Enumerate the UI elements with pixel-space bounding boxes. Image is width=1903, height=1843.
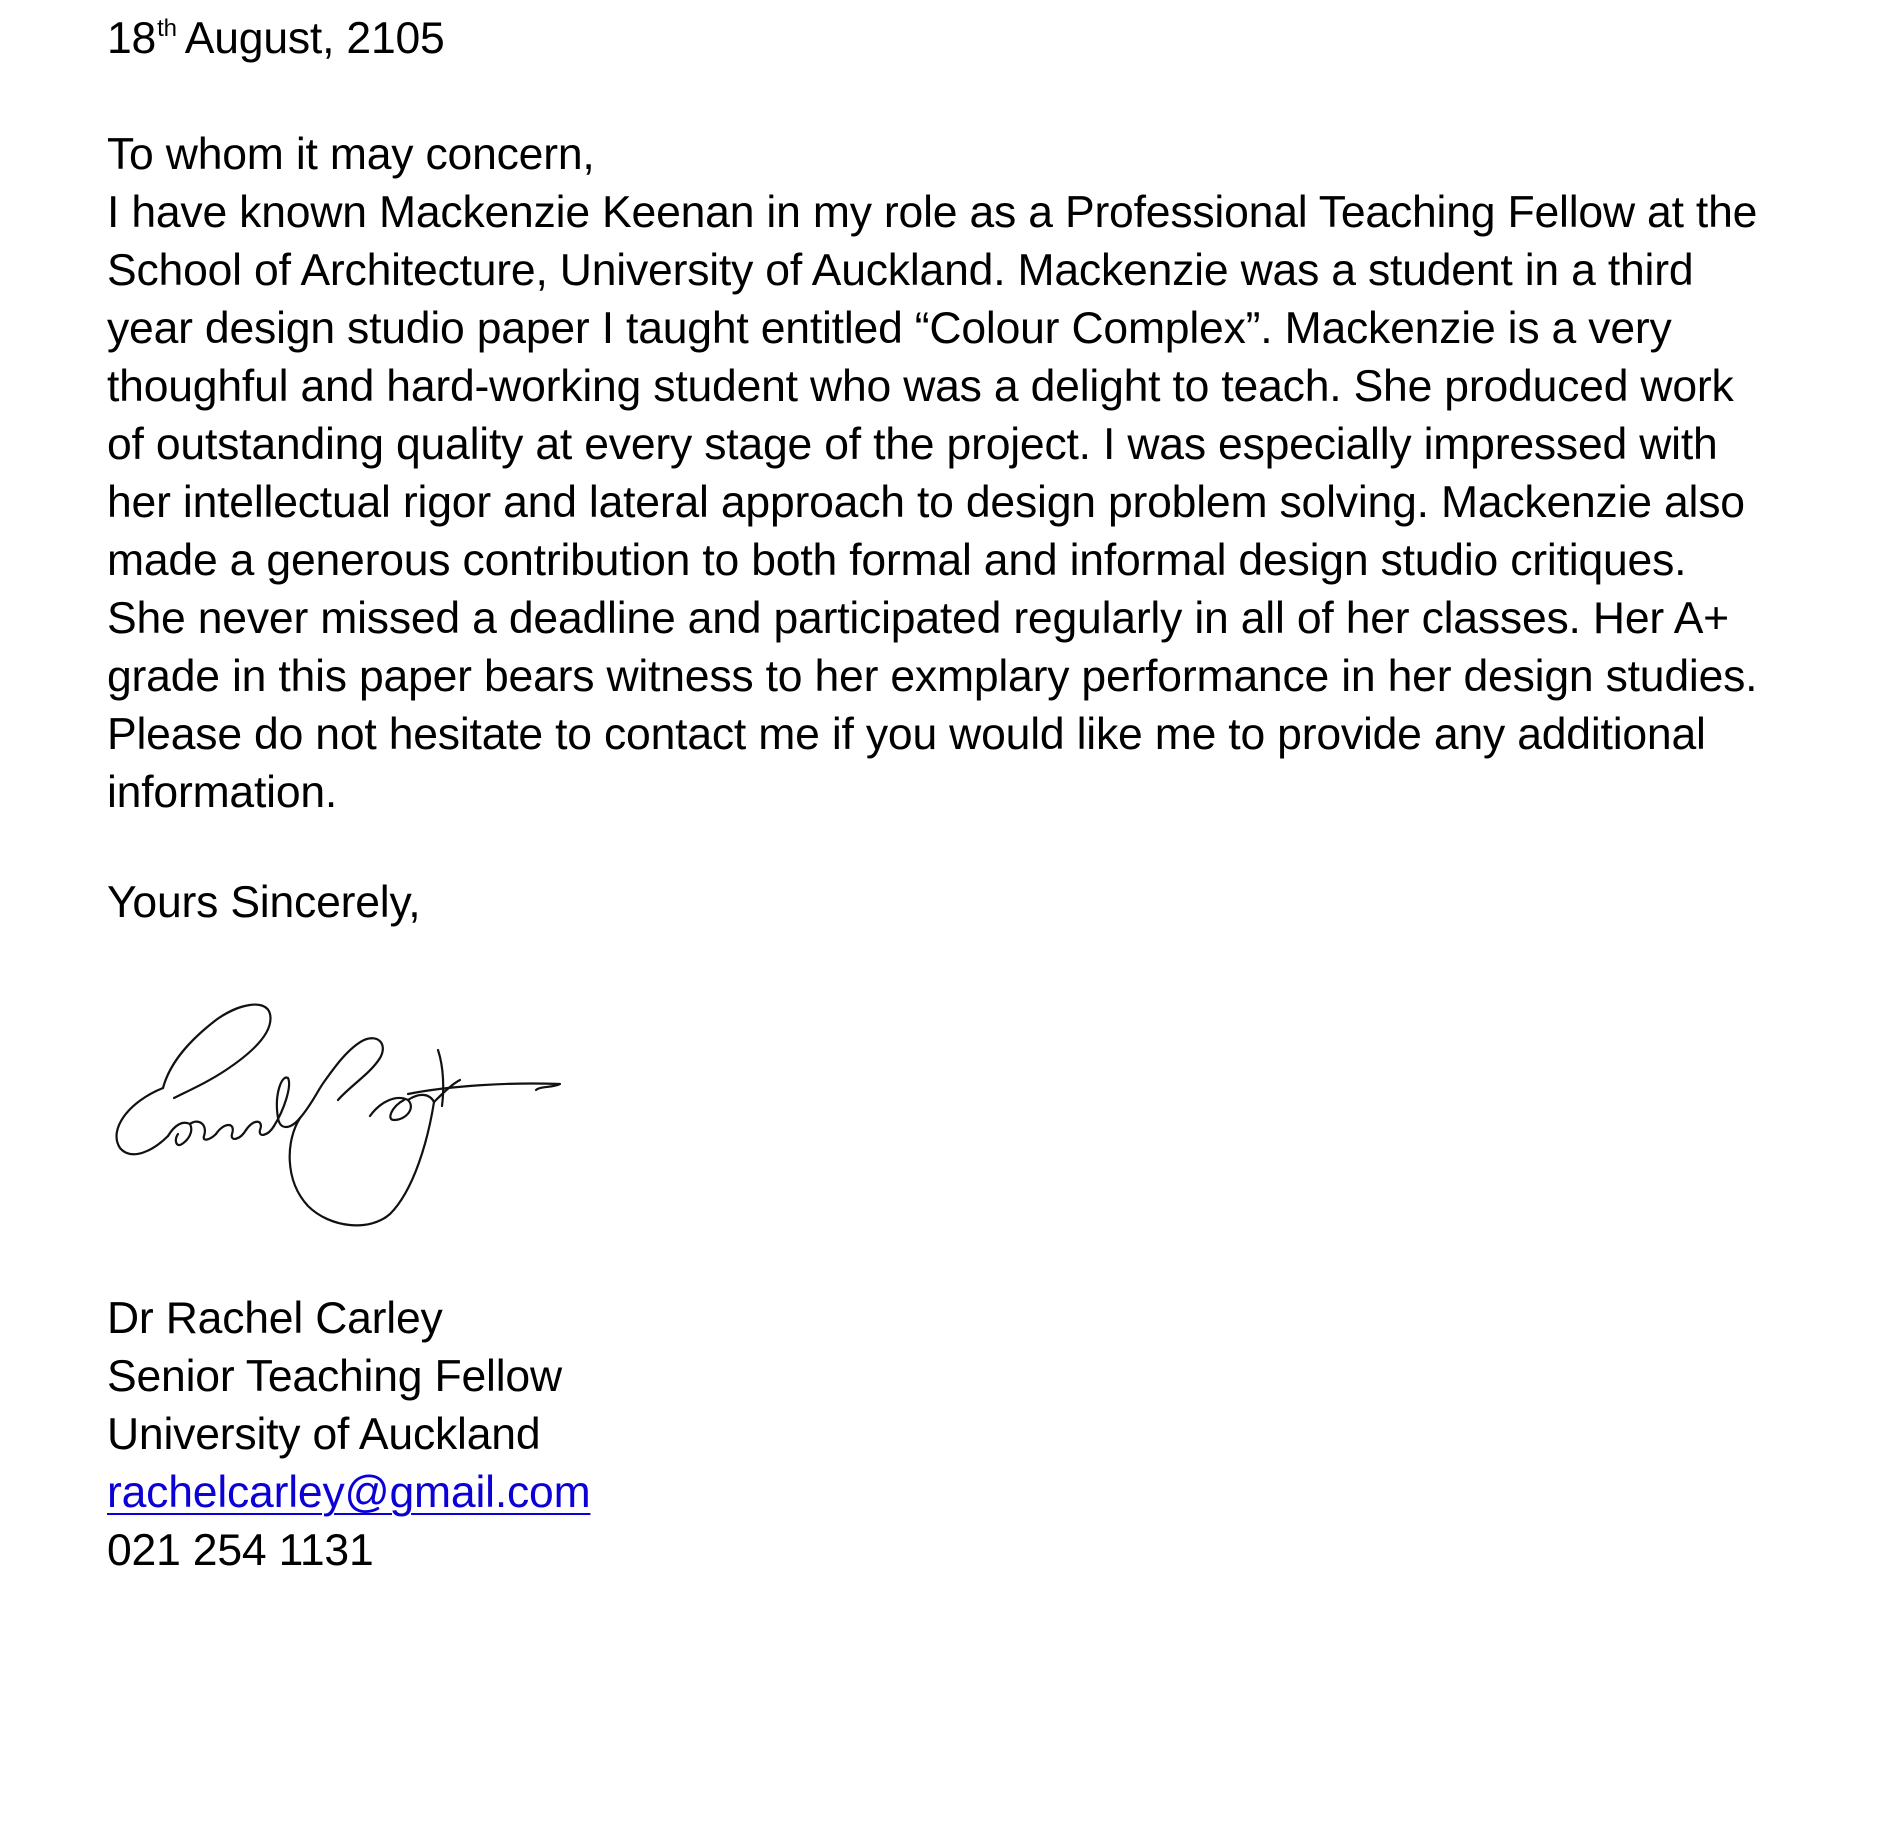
signatory-phone: 021 254 1131 (107, 1526, 374, 1575)
date-day: 18 (107, 14, 157, 63)
body-line: of outstanding quality at every stage of the project. I was especially impressed with (107, 420, 1718, 469)
body-line: her intellectual rigor and lateral approach to design problem solving. Mackenzie also (107, 478, 1745, 527)
signatory-organization: University of Auckland (107, 1410, 541, 1459)
greeting: To whom it may concern, (107, 130, 595, 179)
body-line: made a generous contribution to both formal and informal design studio critiques. (107, 536, 1687, 585)
handwritten-signature (108, 990, 568, 1240)
letter-date (107, 10, 445, 68)
signatory-title: Senior Teaching Fellow (107, 1352, 562, 1401)
body-line: I have known Mackenzie Keenan in my role as a Professional Teaching Fellow at the (107, 188, 1758, 237)
body-line: year design studio paper I taught entitled “Colour Complex”. Mackenzie is a very (107, 304, 1672, 353)
signatory-name: Dr Rachel Carley (107, 1294, 443, 1343)
body-line: Please do not hesitate to contact me if you would like me to provide any additional (107, 710, 1706, 759)
body-line: thoughful and hard-working student who was a delight to teach. She produced work (107, 362, 1734, 411)
body-line: grade in this paper bears witness to her exmplary performance in her design studies. (107, 652, 1758, 701)
body-line: She never missed a deadline and participated regularly in all of her classes. Her A+ (107, 594, 1729, 643)
body-line: School of Architecture, University of Auckland. Mackenzie was a student in a third (107, 246, 1694, 295)
signature-block (107, 1290, 590, 1580)
closing: Yours Sincerely, (107, 878, 421, 927)
date-rest: August, 2105 (184, 14, 445, 63)
letter-body (107, 184, 1757, 822)
date-suffix: th (157, 15, 177, 42)
email-link[interactable]: rachelcarley@gmail.com (107, 1468, 591, 1517)
body-line: information. (107, 768, 338, 817)
